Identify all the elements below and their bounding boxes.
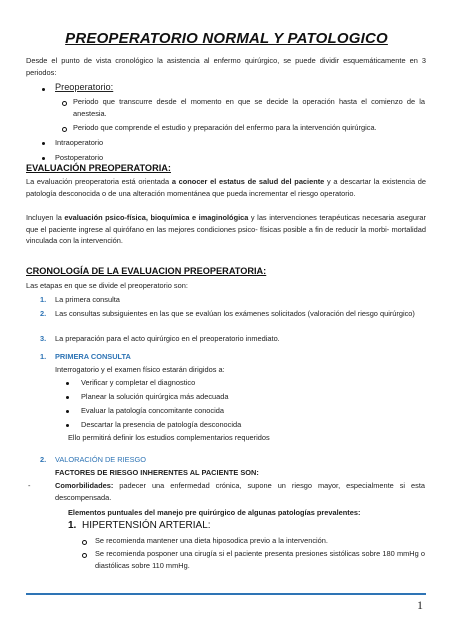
stage-number: 1.: [40, 295, 47, 304]
document-title: PREOPERATORIO NORMAL Y PATOLOGICO: [65, 30, 388, 47]
period-postoperatorio: Postoperatorio: [55, 153, 104, 162]
period-preoperatorio: Preoperatorio:: [55, 82, 114, 92]
hta-heading: HIPERTENSIÓN ARTERIAL:: [82, 520, 211, 531]
cronologia-lead: Las etapas en que se divide el preoperatorio son:: [26, 281, 188, 290]
bullet-dot-icon: [66, 382, 69, 385]
primera-consulta-heading: PRIMERA CONSULTA: [55, 352, 131, 361]
bullet-circle-icon: [82, 553, 87, 558]
preop-subitem-1: Periodo que transcurre desde el momento en que se decide la operación hasta el comienzo de la anestesia.: [73, 97, 425, 118]
bullet-circle-icon: [82, 540, 87, 545]
hta-item: Se recomienda posponer una cirugía si el paciente presenta presiones sistólicas sobre 180 mmHg o diastólicas sobre 110 mmHg.: [95, 549, 425, 570]
preop-subitem-2: Periodo que comprende el estudio y preparación del enfermo para la intervención quirúrgica.: [73, 123, 377, 132]
stage-item: Las consultas subsiguientes en las que se evalúan los exámenes solicitados (valoración del riesgo quirúrgico): [55, 309, 415, 318]
primera-item: Descartar la presencia de patología desconocida: [81, 420, 242, 429]
section-number: 1.: [40, 352, 47, 361]
footer-divider: [26, 593, 426, 595]
primera-item: Planear la solución quirúrgica más adecuada: [81, 392, 229, 401]
bullet-dot-icon: [42, 142, 45, 145]
stage-number: 3.: [40, 334, 47, 343]
comorbilidades-dash: -: [28, 481, 31, 490]
evaluacion-paragraph-1: La evaluación preoperatoria está orientada a conocer el estatus de salud del paciente y a descartar la existencia de patología desconocida o de una alteración momentánea que pueda incrementar el riesgo operatorio.: [26, 177, 426, 198]
section-number: 2.: [40, 455, 47, 464]
primera-item: Evaluar la patología concomitante conocida: [81, 406, 224, 415]
cronologia-heading: CRONOLOGÍA DE LA EVALUACION PREOPERATORIA:: [26, 266, 267, 276]
bullet-dot-icon: [42, 88, 45, 91]
page-number: 1: [417, 598, 423, 612]
intro-paragraph: Desde el punto de vista cronológico la asistencia al enfermo quirúrgico, se puede dividir esquemáticamente en 3 periodos:: [26, 56, 426, 77]
bullet-dot-icon: [42, 157, 45, 160]
primera-item: Verificar y completar el diagnostico: [81, 378, 196, 387]
primera-closing: Ello permitirá definir los estudios complementarios requeridos: [68, 433, 270, 442]
factores-heading: FACTORES DE RIESGO INHERENTES AL PACIENTE SON:: [55, 468, 259, 477]
bullet-dot-icon: [66, 410, 69, 413]
stage-item: La primera consulta: [55, 295, 120, 304]
elementos-heading: Elementos puntuales del manejo pre quirúrgico de algunas patologías prevalentes:: [68, 508, 361, 517]
comorbilidades-paragraph: Comorbilidades: padecer una enfermedad crónica, supone un riesgo mayor, especialmente si esta descompensada.: [55, 481, 425, 502]
evaluacion-paragraph-2: Incluyen la evaluación psico-física, bioquímica e imaginológica y las intervenciones terapéuticas necesaria asegurar que el paciente ingrese al quirófano en las mejores condiciones psico- físicas posible a fin de reducir la morbi- mortalidad vinculada con la intervención.: [26, 213, 426, 245]
bullet-dot-icon: [66, 396, 69, 399]
bullet-dot-icon: [66, 424, 69, 427]
hta-number: 1.: [68, 520, 77, 531]
bullet-circle-icon: [62, 101, 67, 106]
evaluacion-heading: EVALUACIÓN PREOPERATORIA:: [26, 163, 171, 173]
period-intraoperatorio: Intraoperatorio: [55, 138, 104, 147]
hta-item: Se recomienda mantener una dieta hiposodica previo a la intervención.: [95, 536, 328, 545]
stage-item: La preparación para el acto quirúrgico en el preoperatorio inmediato.: [55, 334, 280, 343]
stage-number: 2.: [40, 309, 47, 318]
primera-lead: Interrogatorio y el examen físico estarán dirigidos a:: [55, 365, 225, 374]
bullet-circle-icon: [62, 127, 67, 132]
valoracion-heading: VALORACIÓN DE RIESGO: [55, 455, 147, 464]
